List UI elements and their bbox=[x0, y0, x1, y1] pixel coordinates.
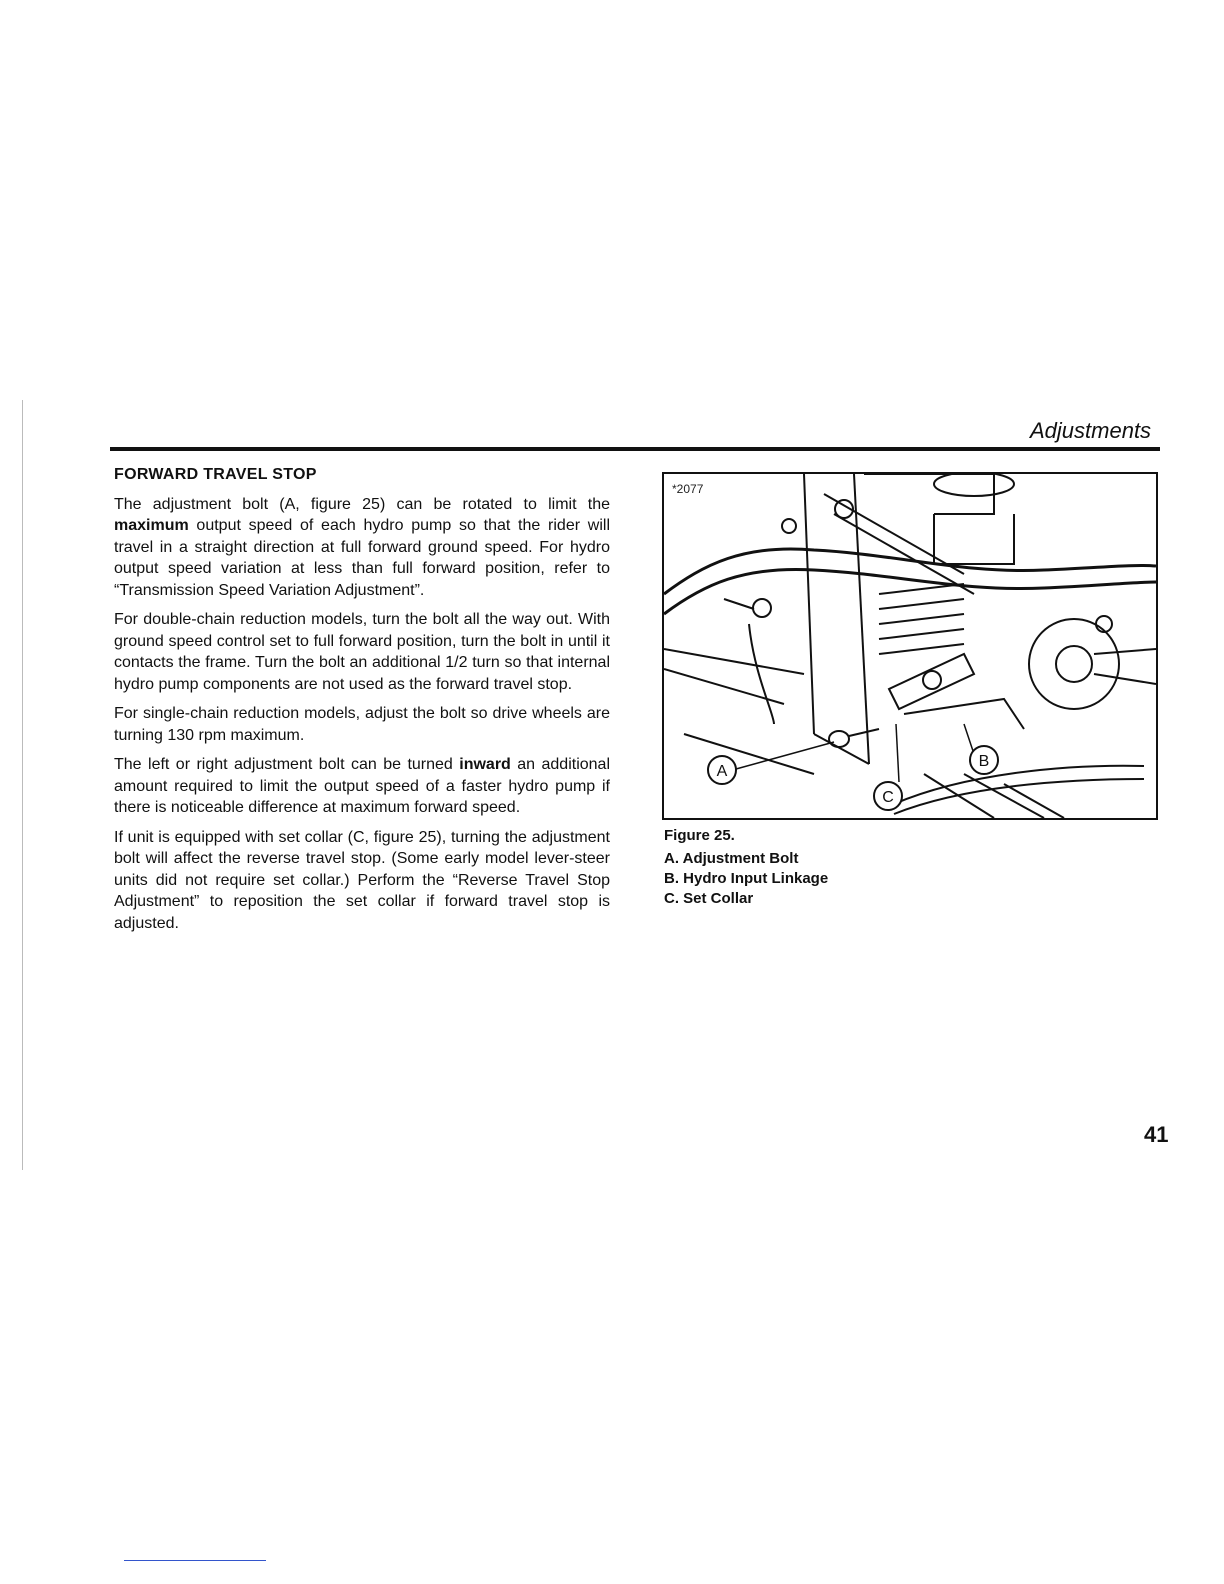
figure-25-illustration bbox=[662, 472, 1158, 820]
paragraph-4: The left or right adjustment bolt can be turned inward an additional amount required to limit the output speed of a faster hydro pump if there is noticeable difference at maximum forward speed. bbox=[114, 756, 611, 816]
emphasis-inward: inward bbox=[459, 756, 511, 773]
figure-caption bbox=[664, 826, 964, 909]
paragraph-1: The adjustment bolt (A, figure 25) can be rotated to limit the maximum output speed of each hydro pump so that the rider will travel in a straight direction at full forward ground speed. For hydro output speed variation at less than full forward position, refer to “Transmission Speed Variation Adjustment”. bbox=[114, 495, 610, 599]
mechanism-drawing bbox=[664, 474, 1156, 818]
paragraph-2: For double-chain reduction models, turn the bolt all the way out. With ground speed control set to full forward position, turn the bolt in until it contacts the frame. Turn the bolt an additional 1/2 turn so that internal hydro pump components are not used as the forward travel stop. bbox=[114, 611, 610, 693]
section-title: FORWARD TRAVEL STOP bbox=[114, 466, 317, 483]
page-number: 41 bbox=[1144, 1122, 1169, 1147]
paragraph-5: If unit is equipped with set collar (C, figure 25), turning the adjustment bolt will affect the reverse travel stop. (Some early model lever-steer units did not require set collar.) Perform the “Reverse Travel Stop Adjustment” to reposition the set collar if forward travel stop is adjusted. bbox=[114, 828, 610, 932]
caption-title: Figure 25. bbox=[664, 827, 735, 844]
caption-item-a: A. Adjustment Bolt bbox=[664, 850, 799, 867]
figure-id: *2077 bbox=[672, 482, 704, 496]
emphasis-maximum: maximum bbox=[114, 517, 189, 534]
callout-b: B bbox=[978, 753, 990, 770]
callout-c: C bbox=[882, 789, 894, 806]
margin-line bbox=[22, 400, 23, 1170]
caption-item-c: C. Set Collar bbox=[664, 890, 754, 907]
section-header: Adjustments bbox=[1030, 418, 1152, 443]
callout-a: A bbox=[716, 763, 728, 780]
bottom-underline bbox=[124, 1560, 266, 1561]
header-rule bbox=[110, 447, 1160, 451]
caption-item-b: B. Hydro Input Linkage bbox=[664, 870, 829, 887]
main-text-column bbox=[114, 464, 610, 942]
paragraph-3: For single-chain reduction models, adjust the bolt so drive wheels are turning 130 rpm maximum. bbox=[114, 705, 610, 744]
frame-edge-1 bbox=[804, 474, 814, 734]
